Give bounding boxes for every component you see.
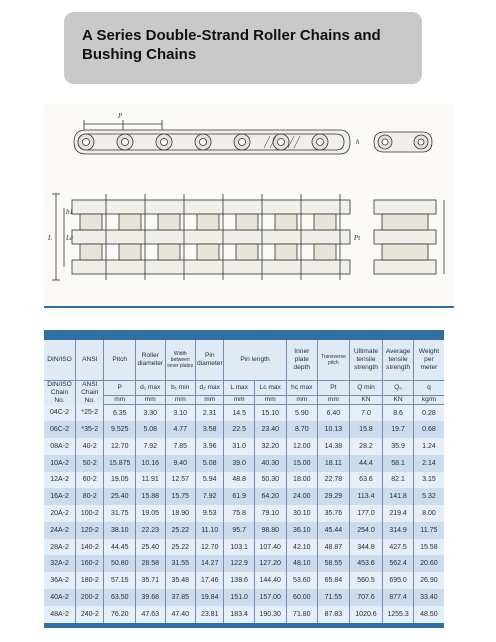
table-cell: 8.00 bbox=[413, 505, 444, 522]
table-cell: 57.15 bbox=[104, 572, 136, 589]
table-cell: 65.84 bbox=[318, 572, 350, 589]
subheader-ansi: ANSI Chain No. bbox=[76, 380, 104, 405]
header-din-iso: DIN/ISO bbox=[44, 340, 76, 380]
table-cell: 58.55 bbox=[318, 555, 350, 572]
unit-cell: mm bbox=[165, 395, 196, 404]
subheader-hc: hc max bbox=[286, 380, 318, 395]
table-cell: 29.29 bbox=[318, 488, 350, 505]
table-cell: 3.15 bbox=[413, 472, 444, 489]
table-cell: 15.875 bbox=[104, 455, 136, 472]
table-cell: 24.00 bbox=[286, 488, 318, 505]
table-cell: 48.87 bbox=[318, 539, 350, 556]
table-cell: 44.45 bbox=[104, 539, 136, 556]
table-cell: 1020.6 bbox=[349, 606, 383, 623]
table-cell: 127.20 bbox=[254, 555, 286, 572]
table-cell: 7.0 bbox=[349, 405, 383, 422]
table-cell: 63.6 bbox=[349, 472, 383, 489]
table-cell: 3.30 bbox=[136, 405, 165, 422]
subheader-d1: d₁ max bbox=[136, 380, 165, 395]
table-cell: 82.1 bbox=[383, 472, 414, 489]
table-cell: 40.30 bbox=[254, 455, 286, 472]
table-cell: 17.46 bbox=[196, 572, 224, 589]
header-tensile: Ultimate tensile strength bbox=[349, 340, 383, 380]
table-cell: 695.0 bbox=[383, 572, 414, 589]
table-cell: 40-2 bbox=[76, 438, 104, 455]
chain-drawing-svg bbox=[44, 104, 454, 308]
table-cell: 31.0 bbox=[224, 438, 255, 455]
table-cell: 9.40 bbox=[165, 455, 196, 472]
table-cell: 18.11 bbox=[318, 455, 350, 472]
table-cell: 37.85 bbox=[165, 589, 196, 606]
table-row bbox=[44, 455, 444, 472]
table-cell: 560.5 bbox=[349, 572, 383, 589]
table-cell: 141.8 bbox=[383, 488, 414, 505]
table-row bbox=[44, 555, 444, 572]
table-cell: 47.40 bbox=[165, 606, 196, 623]
table-row bbox=[44, 472, 444, 489]
table-cell: 144.40 bbox=[254, 572, 286, 589]
table-cell: 35.48 bbox=[165, 572, 196, 589]
header-pin-length: Pin length bbox=[224, 340, 286, 380]
table-cell: 61.9 bbox=[224, 488, 255, 505]
table-cell: 25.40 bbox=[104, 488, 136, 505]
table-cell: 6.35 bbox=[104, 405, 136, 422]
table-cell: 7.92 bbox=[136, 438, 165, 455]
table-cell: 9.53 bbox=[196, 505, 224, 522]
table-cell: 16A-2 bbox=[44, 488, 76, 505]
subheader-din-iso: DIN/ISO Chain No. bbox=[44, 380, 76, 405]
table-cell: 25.40 bbox=[136, 539, 165, 556]
unit-cell: kg/m bbox=[413, 395, 444, 404]
table-cell: 12.70 bbox=[196, 539, 224, 556]
table-row bbox=[44, 405, 444, 422]
table-cell: 103.1 bbox=[224, 539, 255, 556]
unit-cell: mm bbox=[224, 395, 255, 404]
unit-cell: mm bbox=[286, 395, 318, 404]
table-cell: 219.4 bbox=[383, 505, 414, 522]
table-cell: 254.0 bbox=[349, 522, 383, 539]
subheader-b1: b₁ min bbox=[165, 380, 196, 395]
table-cell: 100-2 bbox=[76, 505, 104, 522]
table-cell: 562.4 bbox=[383, 555, 414, 572]
table-cell: 5.08 bbox=[136, 421, 165, 438]
table-cell: 15.88 bbox=[136, 488, 165, 505]
table-cell: 32A-2 bbox=[44, 555, 76, 572]
table-cell: 15.8 bbox=[349, 421, 383, 438]
subheader-p: P bbox=[104, 380, 136, 395]
table-cell: 160-2 bbox=[76, 555, 104, 572]
table-cell: 3.96 bbox=[196, 438, 224, 455]
table-cell: 50.30 bbox=[254, 472, 286, 489]
pitch-label: P bbox=[118, 112, 123, 120]
subheader-lc: Lc max bbox=[254, 380, 286, 395]
table-cell: 64.20 bbox=[254, 488, 286, 505]
table-cell: 44.4 bbox=[349, 455, 383, 472]
table-cell: 36.10 bbox=[286, 522, 318, 539]
table-cell: 60.00 bbox=[286, 589, 318, 606]
pt-label: Pt bbox=[354, 234, 361, 242]
spec-table bbox=[44, 340, 444, 623]
table-cell: 31.55 bbox=[165, 555, 196, 572]
header-roller-diameter: Roller diameter bbox=[136, 340, 165, 380]
table-cell: 20.60 bbox=[413, 555, 444, 572]
table-cell: 48.10 bbox=[286, 555, 318, 572]
table-cell: 5.32 bbox=[413, 488, 444, 505]
table-cell: 63.50 bbox=[104, 589, 136, 606]
unit-cell: mm bbox=[254, 395, 286, 404]
table-cell: 39.68 bbox=[136, 589, 165, 606]
table-cell: 180-2 bbox=[76, 572, 104, 589]
unit-cell: mm bbox=[104, 395, 136, 404]
table-cell: 183.4 bbox=[224, 606, 255, 623]
table-cell: 12.70 bbox=[104, 438, 136, 455]
table-cell: 20A-2 bbox=[44, 505, 76, 522]
table-cell: 3.58 bbox=[196, 421, 224, 438]
table-cell: 18.90 bbox=[165, 505, 196, 522]
table-cell: 28.2 bbox=[349, 438, 383, 455]
table-cell: 14.38 bbox=[318, 438, 350, 455]
table-cell: 2.14 bbox=[413, 455, 444, 472]
table-row bbox=[44, 572, 444, 589]
table-cell: 707.6 bbox=[349, 589, 383, 606]
table-cell: 122.9 bbox=[224, 555, 255, 572]
unit-cell: mm bbox=[318, 395, 350, 404]
table-cell: 107.40 bbox=[254, 539, 286, 556]
table-row bbox=[44, 522, 444, 539]
table-cell: 11.75 bbox=[413, 522, 444, 539]
header-inner-width: Width between inner plates bbox=[165, 340, 196, 380]
page-title: A Series Double-Strand Roller Chains and Bushing Chains bbox=[82, 27, 381, 63]
table-cell: 98.80 bbox=[254, 522, 286, 539]
table-cell: 5.94 bbox=[196, 472, 224, 489]
table-cell: 32.20 bbox=[254, 438, 286, 455]
table-cell: 80-2 bbox=[76, 488, 104, 505]
subheader-q: Q min bbox=[349, 380, 383, 395]
table-cell: 10A-2 bbox=[44, 455, 76, 472]
table-cell: 15.58 bbox=[413, 539, 444, 556]
table-cell: 14.5 bbox=[224, 405, 255, 422]
table-cell: 453.6 bbox=[349, 555, 383, 572]
table-cell: 113.4 bbox=[349, 488, 383, 505]
subheader-pt: Pt bbox=[318, 380, 350, 395]
table-cell: 95.7 bbox=[224, 522, 255, 539]
table-cell: 9.525 bbox=[104, 421, 136, 438]
table-cell: 138.6 bbox=[224, 572, 255, 589]
unit-cell: KN bbox=[349, 395, 383, 404]
table-cell: 877.4 bbox=[383, 589, 414, 606]
length-c-label: Lc bbox=[66, 234, 73, 242]
table-cell: 240-2 bbox=[76, 606, 104, 623]
table-cell: 22.78 bbox=[318, 472, 350, 489]
table-cell: 6.40 bbox=[318, 405, 350, 422]
chain-technical-drawing bbox=[44, 104, 454, 308]
table-cell: 22.5 bbox=[224, 421, 255, 438]
table-cell: 18.00 bbox=[286, 472, 318, 489]
table-cell: 71.80 bbox=[286, 606, 318, 623]
table-cell: 11.10 bbox=[196, 522, 224, 539]
table-cell: 0.68 bbox=[413, 421, 444, 438]
table-cell: 08A-2 bbox=[44, 438, 76, 455]
h-label: h bbox=[356, 138, 360, 146]
header-plate-depth: Inner plate depth bbox=[286, 340, 318, 380]
table-cell: 15.00 bbox=[286, 455, 318, 472]
table-cell: 427.5 bbox=[383, 539, 414, 556]
table-cell: 48A-2 bbox=[44, 606, 76, 623]
table-cell: 157.00 bbox=[254, 589, 286, 606]
table-cell: 0.28 bbox=[413, 405, 444, 422]
table-cell: 75.8 bbox=[224, 505, 255, 522]
table-cell: *35-2 bbox=[76, 421, 104, 438]
table-cell: 22.23 bbox=[136, 522, 165, 539]
units-row bbox=[44, 395, 444, 404]
table-cell: 50.80 bbox=[104, 555, 136, 572]
table-cell: 31.75 bbox=[104, 505, 136, 522]
table-cell: 15.10 bbox=[254, 405, 286, 422]
unit-cell: mm bbox=[136, 395, 165, 404]
table-cell: 36A-2 bbox=[44, 572, 76, 589]
subheader-l: L max bbox=[224, 380, 255, 395]
subheader-d2: d₂ max bbox=[196, 380, 224, 395]
table-cell: 314.9 bbox=[383, 522, 414, 539]
b1-label: b1 bbox=[66, 208, 73, 216]
table-cell: 47.63 bbox=[136, 606, 165, 623]
table-cell: 30.10 bbox=[286, 505, 318, 522]
table-cell: 12.00 bbox=[286, 438, 318, 455]
subheader-weight: q bbox=[413, 380, 444, 395]
table-cell: 25.22 bbox=[165, 522, 196, 539]
table-row bbox=[44, 438, 444, 455]
table-cell: 19.7 bbox=[383, 421, 414, 438]
table-cell: 48.50 bbox=[413, 606, 444, 623]
table-cell: 42.10 bbox=[286, 539, 318, 556]
table-cell: 33.40 bbox=[413, 589, 444, 606]
table-cell: 19.84 bbox=[196, 589, 224, 606]
table-cell: 87.83 bbox=[318, 606, 350, 623]
table-cell: 151.0 bbox=[224, 589, 255, 606]
table-cell: 35.9 bbox=[383, 438, 414, 455]
table-cell: 8.6 bbox=[383, 405, 414, 422]
table-cell: 39.0 bbox=[224, 455, 255, 472]
table-cell: 140-2 bbox=[76, 539, 104, 556]
table-cell: 25.22 bbox=[165, 539, 196, 556]
table-cell: 50-2 bbox=[76, 455, 104, 472]
header-avg-tensile: Average tensile strength bbox=[383, 340, 414, 380]
table-cell: 1.24 bbox=[413, 438, 444, 455]
table-cell: 79.10 bbox=[254, 505, 286, 522]
table-cell: 35.76 bbox=[318, 505, 350, 522]
table-cell: 53.60 bbox=[286, 572, 318, 589]
table-cell: 15.75 bbox=[165, 488, 196, 505]
table-cell: 71.55 bbox=[318, 589, 350, 606]
table-row bbox=[44, 488, 444, 505]
subheader-q0: Q₀ bbox=[383, 380, 414, 395]
table-row bbox=[44, 589, 444, 606]
table-row bbox=[44, 421, 444, 438]
header-ansi: ANSI bbox=[76, 340, 104, 380]
table-cell: 10.16 bbox=[136, 455, 165, 472]
unit-cell: mm bbox=[196, 395, 224, 404]
table-cell: 24A-2 bbox=[44, 522, 76, 539]
table-cell: 38.10 bbox=[104, 522, 136, 539]
table-cell: 2.31 bbox=[196, 405, 224, 422]
table-cell: 10.13 bbox=[318, 421, 350, 438]
table-cell: 3.10 bbox=[165, 405, 196, 422]
table-cell: 23.40 bbox=[254, 421, 286, 438]
spec-table-body bbox=[44, 405, 444, 623]
table-cell: 1255.3 bbox=[383, 606, 414, 623]
table-cell: 19.05 bbox=[104, 472, 136, 489]
table-cell: 58.1 bbox=[383, 455, 414, 472]
table-cell: 04C-2 bbox=[44, 405, 76, 422]
table-cell: 11.91 bbox=[136, 472, 165, 489]
table-cell: 14.27 bbox=[196, 555, 224, 572]
table-cell: 23.81 bbox=[196, 606, 224, 623]
table-cell: 4.77 bbox=[165, 421, 196, 438]
table-cell: 06C-2 bbox=[44, 421, 76, 438]
table-cell: 5.90 bbox=[286, 405, 318, 422]
length-label: L bbox=[48, 234, 52, 242]
title-card bbox=[64, 12, 422, 84]
table-cell: 19.05 bbox=[136, 505, 165, 522]
header-transverse-pitch: Transverse pitch bbox=[318, 340, 350, 380]
table-cell: 45.44 bbox=[318, 522, 350, 539]
table-cell: 35.71 bbox=[136, 572, 165, 589]
table-cell: 8.70 bbox=[286, 421, 318, 438]
unit-cell: KN bbox=[383, 395, 414, 404]
header-weight: Weight per meter bbox=[413, 340, 444, 380]
table-cell: 7.85 bbox=[165, 438, 196, 455]
table-cell: 28.58 bbox=[136, 555, 165, 572]
table-cell: 120-2 bbox=[76, 522, 104, 539]
table-cell: 344.8 bbox=[349, 539, 383, 556]
header-pitch: Pitch bbox=[104, 340, 136, 380]
table-cell: 5.08 bbox=[196, 455, 224, 472]
table-cell: 200-2 bbox=[76, 589, 104, 606]
table-cell: 76.20 bbox=[104, 606, 136, 623]
table-cell: 190.30 bbox=[254, 606, 286, 623]
table-cell: 60-2 bbox=[76, 472, 104, 489]
table-cell: 177.0 bbox=[349, 505, 383, 522]
table-row bbox=[44, 505, 444, 522]
table-cell: 7.92 bbox=[196, 488, 224, 505]
header-pin-diameter: Pin diameter bbox=[196, 340, 224, 380]
table-cell: 40A-2 bbox=[44, 589, 76, 606]
table-cell: 48.8 bbox=[224, 472, 255, 489]
table-cell: 12A-2 bbox=[44, 472, 76, 489]
table-cell: 26.90 bbox=[413, 572, 444, 589]
table-cell: 28A-2 bbox=[44, 539, 76, 556]
table-cell: *25-2 bbox=[76, 405, 104, 422]
spec-table-container bbox=[44, 330, 444, 628]
table-cell: 12.57 bbox=[165, 472, 196, 489]
table-row bbox=[44, 539, 444, 556]
table-row bbox=[44, 606, 444, 623]
